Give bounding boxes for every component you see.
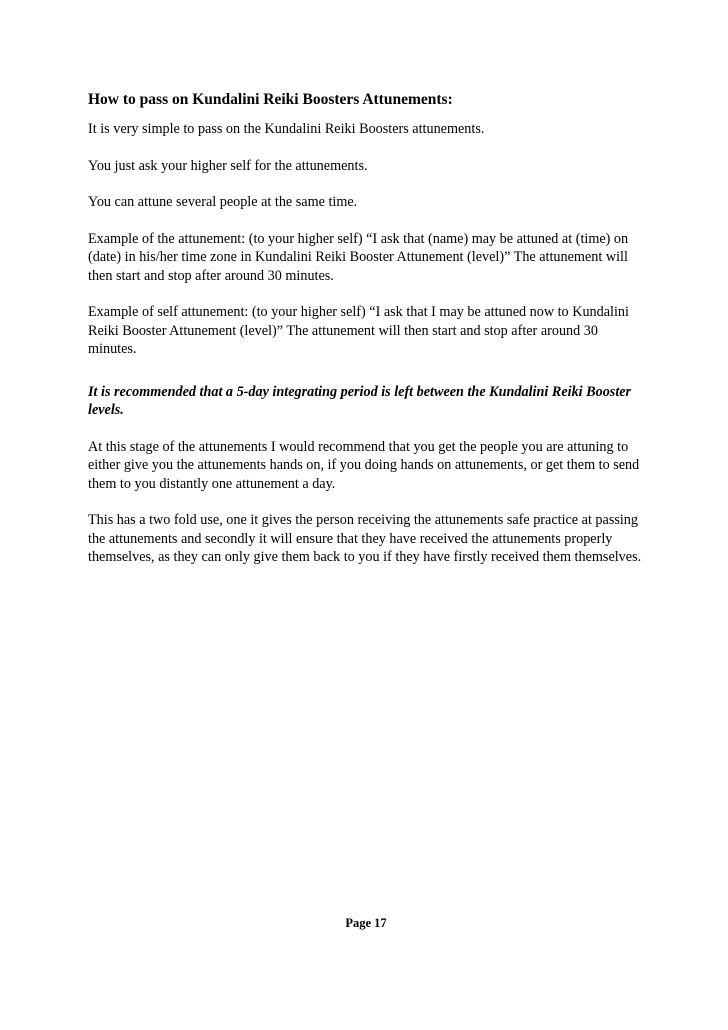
paragraph-example-attunement: Example of the attunement: (to your higher self) “I ask that (name) may be attuned at (time) on (date) in his/her time zone in Kundalini Reiki Booster Attunement (level)” The attunement will then start and stop after around 30 minutes. bbox=[88, 230, 629, 284]
paragraph-example-self-attunement: Example of self attunement: (to your higher self) “I ask that I may be attuned now to Kundalini Reiki Booster Attunement (level)” The attunement will then start and stop after around 30 minutes. bbox=[88, 304, 629, 357]
paragraph-stage: At this stage of the attunements I would recommend that you get the people you are attuning to either give you the attunements hands on, if you doing hands on attunements, or get them to send them to you distantly one attunement a day. bbox=[88, 438, 640, 492]
paragraph-several-people: You can attune several people at the same time. bbox=[88, 194, 358, 210]
paragraph-two-fold-use: This has a two fold use, one it gives the person receiving the attunements safe practice at passing the attunements and secondly it will ensure that they have received the attunements properly themselves, as they can only give them back to you if they have firstly received them themselves. bbox=[88, 512, 642, 565]
paragraph-higher-self: You just ask your higher self for the attunements. bbox=[88, 157, 368, 174]
section-heading: How to pass on Kundalini Reiki Boosters Attunements: bbox=[88, 91, 453, 108]
paragraph-simple: It is very simple to pass on the Kundalini Reiki Boosters attunements. bbox=[88, 121, 485, 137]
paragraph-recommendation: It is recommended that a 5-day integrating period is left between the Kundalini Reiki Booster levels. bbox=[88, 383, 632, 418]
document-body bbox=[88, 90, 648, 585]
page-number: Page 17 bbox=[345, 916, 387, 930]
